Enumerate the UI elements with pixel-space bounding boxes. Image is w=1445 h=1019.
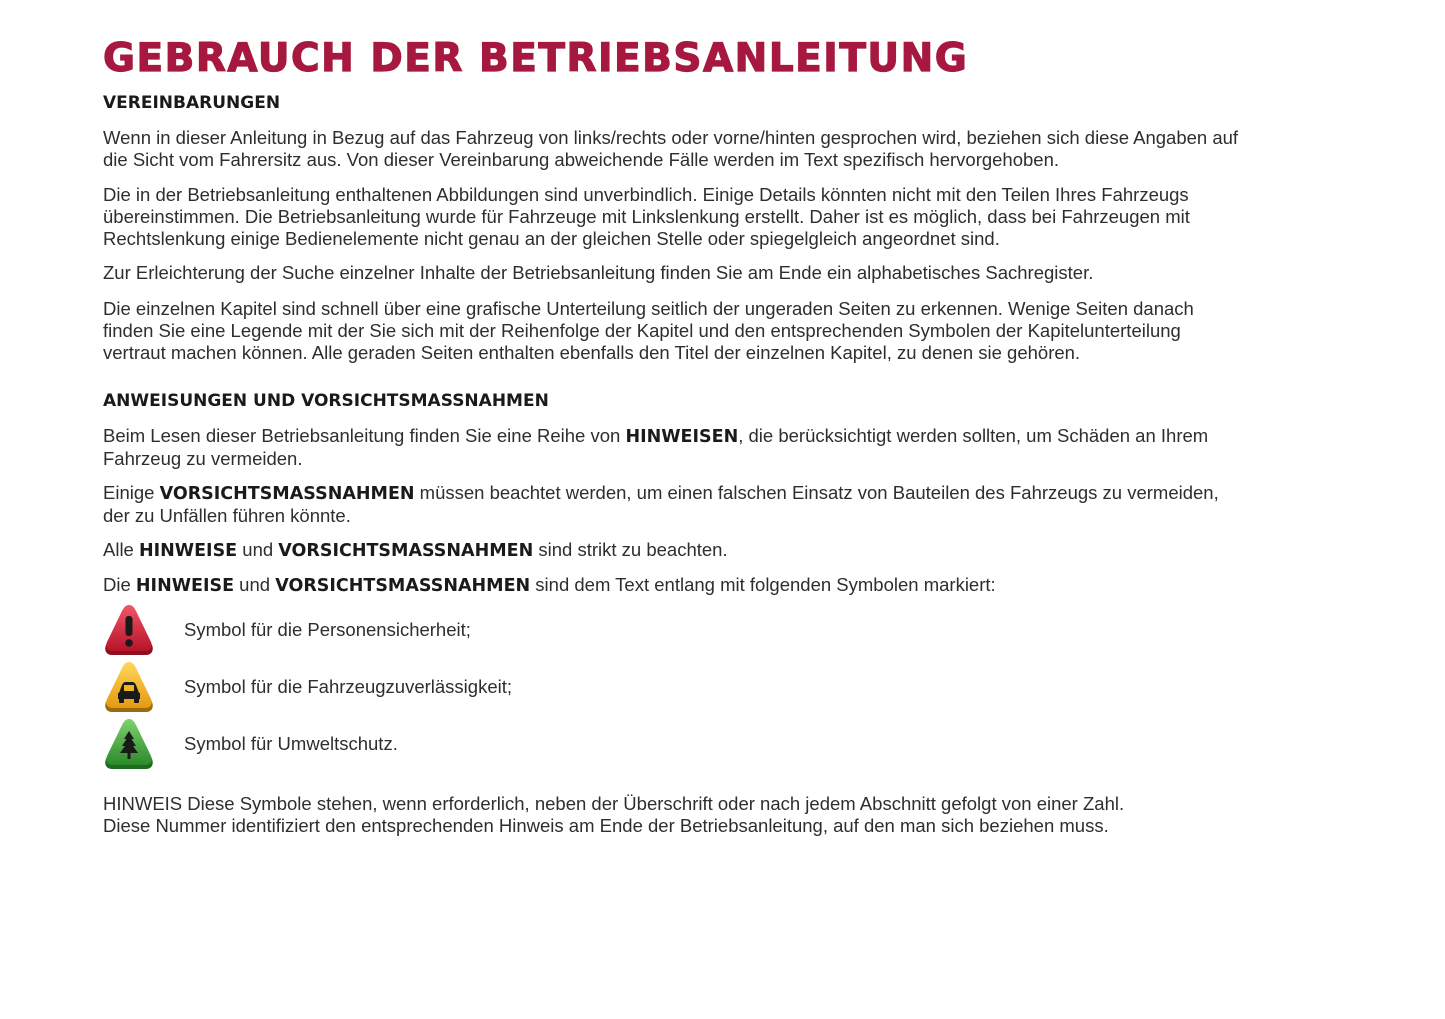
page-title: GEBRAUCH DER BETRIEBSANLEITUNG [103, 36, 969, 81]
paragraph-hinweisen: Beim Lesen dieser Betriebsanleitung finden Sie eine Reihe von HINWEISEN, die berücksichtigt werden sollten, um Schäden an Ihrem Fahrzeug zu vermeiden. [103, 425, 1209, 469]
paragraph-strikt: Alle HINWEISE und VORSICHTSMASSNAHMEN sind strikt zu beachten. [103, 539, 728, 561]
section-heading-vereinbarungen: VEREINBARUNGEN [103, 93, 281, 113]
symbol-label-personensicherheit: Symbol für die Personensicherheit; [184, 619, 471, 640]
paragraph-2: Die in der Betriebsanleitung enthaltenen Abbildungen sind unverbindlich. Einige Details könnten nicht mit den Teilen Ihres Fahrzeugs übereinstimmen. Die Betriebsanleitung wurde für Fahrzeuge mit Linkslenkung erstellt. Daher ist es möglich, dass bei Fahrzeugen mit Rechtslenkung einige Bedienelemente nicht genau an der gleichen Stelle oder spiegelgleich angeordnet sind. [103, 184, 1190, 249]
symbol-label-fahrzeugzuverlaessigkeit: Symbol für die Fahrzeugzuverlässigkeit; [184, 676, 513, 697]
paragraph-vorsichtsmassnahmen: Einige VORSICHTSMASSNAHMEN müssen beachtet werden, um einen falschen Einsatz von Bauteilen des Fahrzeugs zu vermeiden, der zu Unfällen führen könnte. [103, 482, 1219, 526]
note-line-1: HINWEIS Diese Symbole stehen, wenn erforderlich, neben der Überschrift oder nach jedem Abschnitt gefolgt von einer Zahl. [103, 793, 1125, 814]
paragraph-symbole-markiert: Die HINWEISE und VORSICHTSMASSNAHMEN sind dem Text entlang mit folgenden Symbolen markiert: [103, 574, 996, 596]
symbol-row-personensicherheit [103, 603, 803, 659]
red-exclamation-triangle-icon [103, 603, 155, 659]
bold-hinweisen: HINWEISEN [625, 427, 739, 447]
bold-vorsichtsmassnahmen: VORSICHTSMASSNAHMEN [159, 484, 415, 504]
paragraph-3: Zur Erleichterung der Suche einzelner Inhalte der Betriebsanleitung finden Sie am Ende ein alphabetisches Sachregister. [103, 262, 1094, 283]
green-tree-triangle-icon [103, 717, 155, 773]
paragraph-4: Die einzelnen Kapitel sind schnell über eine grafische Unterteilung seitlich der ungeraden Seiten zu erkennen. Wenige Seiten danach finden Sie eine Legende mit der Sie sich mit der Reihenfolge der Kapitel und den entsprechenden Symbolen der Kapitelunterteilung vertraut machen können. Alle geraden Seiten enthalten ebenfalls den Titel der einzelnen Kapitel, zu denen sie gehören. [103, 298, 1194, 363]
symbol-row-umweltschutz [103, 717, 803, 773]
bold-vorsichtsmassnahmen-3: VORSICHTSMASSNAHMEN [275, 576, 531, 596]
symbol-row-fahrzeugzuverlaessigkeit [103, 660, 803, 716]
yellow-car-triangle-icon [103, 660, 155, 716]
bold-vorsichtsmassnahmen-2: VORSICHTSMASSNAHMEN [278, 541, 534, 561]
symbol-label-umweltschutz: Symbol für Umweltschutz. [184, 733, 398, 754]
section-heading-anweisungen: ANWEISUNGEN UND VORSICHTSMASSNAHMEN [103, 391, 549, 411]
bold-hinweise: HINWEISE [139, 541, 238, 561]
note-paragraph [103, 793, 1248, 837]
paragraph-1: Wenn in dieser Anleitung in Bezug auf das Fahrzeug von links/rechts oder vorne/hinten gesprochen wird, beziehen sich diese Angaben auf die Sicht vom Fahrersitz aus. Von dieser Vereinbarung abweichende Fälle werden im Text spezifisch hervorgehoben. [103, 127, 1239, 170]
bold-hinweise-2: HINWEISE [135, 576, 235, 596]
note-line-2: Diese Nummer identifiziert den entsprechenden Hinweis am Ende der Betriebsanleitung, auf den man sich beziehen muss. [103, 815, 1109, 836]
